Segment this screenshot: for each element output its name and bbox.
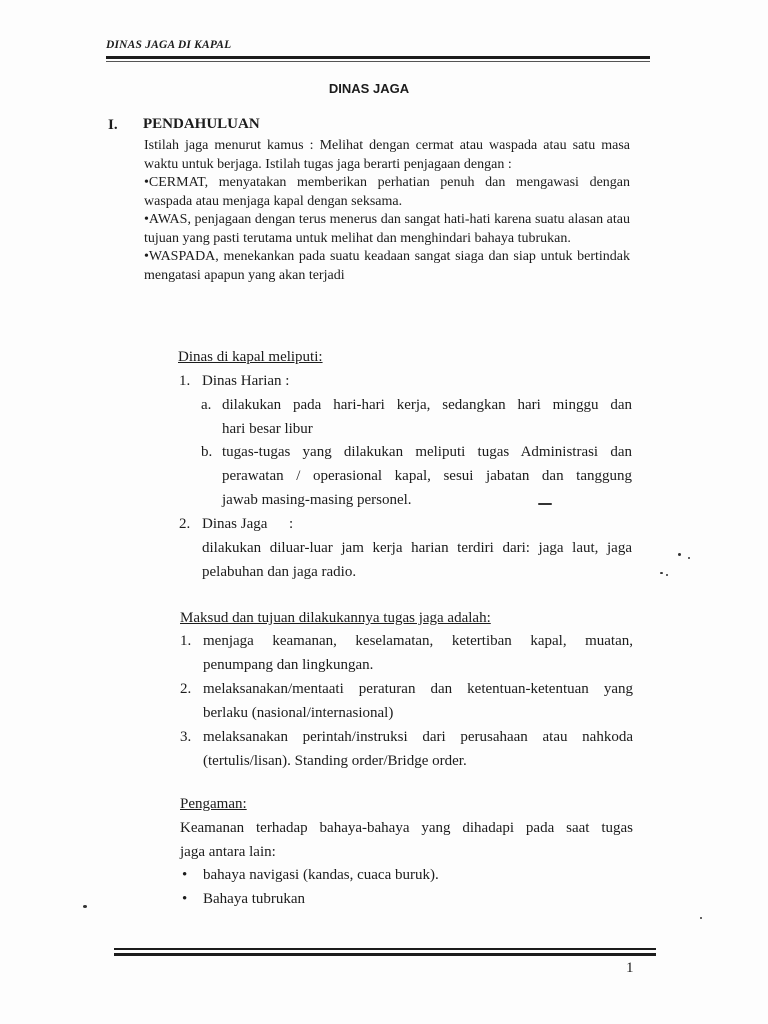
scan-speck	[688, 557, 690, 559]
intro-bullet-text: WASPADA, menekankan pada suatu keadaan sangat siaga dan siap untuk bertindak mengatasi apapun yang akan terjadi	[144, 249, 630, 283]
duties-item-2-line2: pelabuhan dan jaga radio.	[202, 564, 357, 580]
purpose-item-1-number: 1.	[180, 633, 192, 649]
intro-paragraph: Istilah jaga menurut kamus : Melihat dengan cermat atau waspada atau satu masa waktu untuk berjaga. Istilah tugas jaga berarti penjagaan dengan :	[144, 138, 630, 172]
purpose-item-2-number: 2.	[180, 681, 192, 697]
purpose-item-2-line1: melaksanakan/mentaati peraturan dan ketentuan-ketentuan yang	[203, 681, 633, 697]
scan-speck	[660, 572, 663, 574]
scan-speck	[666, 574, 668, 576]
duties-item-2-line1: dilakukan diluar-luar jam kerja harian terdiri dari: jaga laut, jaga	[202, 540, 632, 556]
duties-heading: Dinas di kapal meliputi:	[178, 349, 323, 365]
footer-rule	[114, 948, 656, 950]
section-number: I.	[108, 117, 118, 133]
duties-item-2-colon: :	[289, 516, 294, 532]
duties-item-1a-line2: hari besar libur	[222, 421, 313, 437]
intro-bullet-text: CERMAT, menyatakan memberikan perhatian penuh dan mengawasi dengan waspada atau menjaga kapal dengan seksama.	[144, 175, 630, 209]
scan-speck	[678, 553, 681, 556]
page-number: 1	[626, 960, 634, 976]
intro-bullet-text: AWAS, penjagaan dengan terus menerus dan sangat hati-hati karena suatu alasan atau tujuan yang pasti terutama untuk melihat dan menghindari bahaya tubrukan.	[144, 212, 630, 246]
scan-speck	[83, 905, 87, 908]
duties-item-1b-line1: tugas-tugas yang dilakukan meliputi tugas Administrasi dan	[222, 444, 632, 460]
purpose-item-1-line2: penumpang dan lingkungan.	[203, 657, 374, 673]
security-bullet-1: bahaya navigasi (kandas, cuaca buruk).	[203, 867, 439, 883]
section-title: PENDAHULUAN	[143, 116, 260, 132]
purpose-item-3-line1: melaksanakan perintah/instruksi dari perusahaan atau nahkoda	[203, 729, 633, 745]
duties-item-1b-line3: jawab masing-masing personel.	[222, 492, 412, 508]
document-title: DINAS JAGA	[328, 81, 410, 96]
purpose-item-1-line1: menjaga keamanan, keselamatan, ketertiban kapal, muatan,	[203, 633, 633, 649]
running-header: DINAS JAGA DI KAPAL	[106, 39, 232, 51]
duties-item-1a-marker: a.	[201, 397, 212, 413]
security-line-2: jaga antara lain:	[180, 844, 276, 860]
purpose-item-3-number: 3.	[180, 729, 192, 745]
bullet-dot: •	[182, 867, 188, 883]
bullet-dot: •	[182, 891, 188, 907]
scan-mark	[538, 503, 552, 505]
security-heading: Pengaman:	[180, 796, 247, 812]
duties-item-1b-marker: b.	[201, 444, 213, 460]
purpose-heading: Maksud dan tujuan dilakukannya tugas jaga adalah:	[180, 610, 491, 626]
scan-speck	[700, 917, 702, 919]
duties-item-1-label: Dinas Harian :	[202, 373, 290, 389]
duties-item-1a-line1: dilakukan pada hari-hari kerja, sedangkan hari minggu dan	[222, 397, 632, 413]
security-bullet-2: Bahaya tubrukan	[203, 891, 306, 907]
purpose-item-3-line2: (tertulis/lisan). Standing order/Bridge order.	[203, 753, 467, 769]
duties-item-1-number: 1.	[179, 373, 191, 389]
duties-item-1b-line2: perawatan / operasional kapal, sesui jabatan dan tanggung	[222, 468, 632, 484]
duties-item-2-label: Dinas Jaga	[202, 516, 268, 532]
purpose-item-2-line2: berlaku (nasional/internasional)	[203, 705, 394, 721]
security-line-1: Keamanan terhadap bahaya-bahaya yang dihadapi pada saat tugas	[180, 820, 633, 836]
duties-item-2-number: 2.	[179, 516, 191, 532]
footer-rule-thick	[114, 953, 656, 956]
